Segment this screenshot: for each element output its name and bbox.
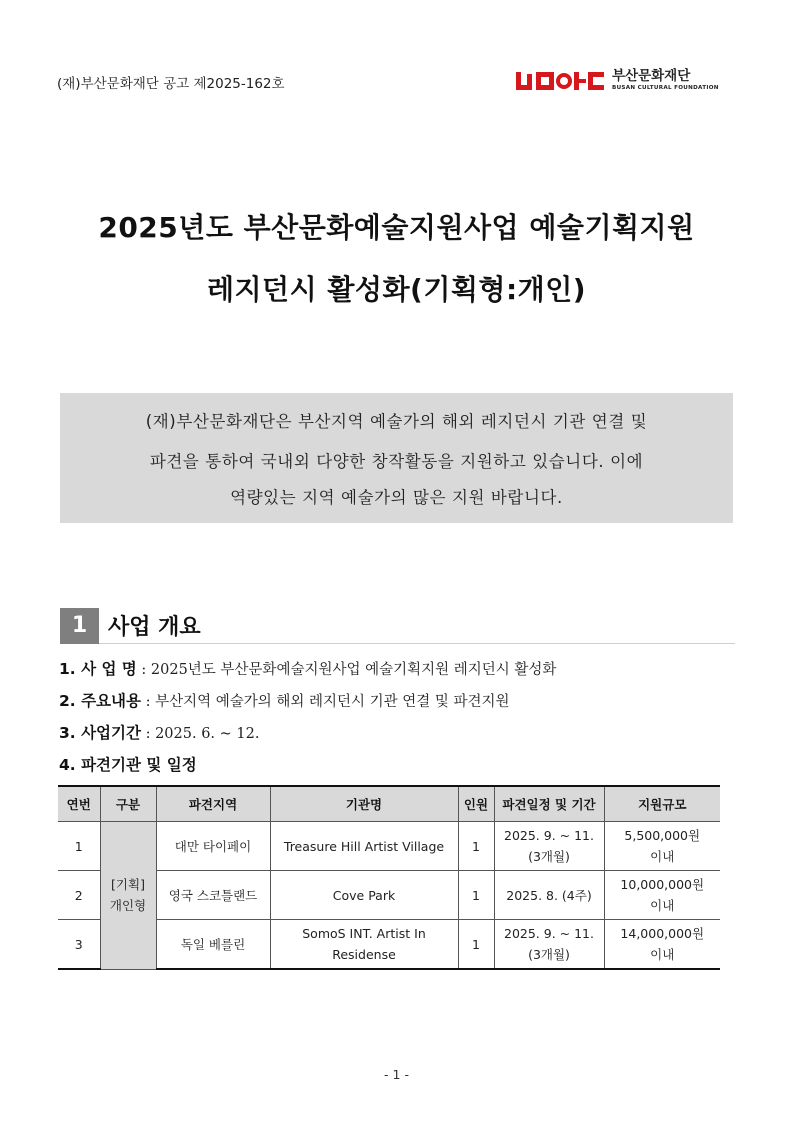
overview-item-main-content (59, 689, 510, 711)
col-header-people: 인원 (458, 786, 494, 822)
schedule-line: 2025. 9. ~ 11. (504, 828, 594, 843)
amount-line: 5,500,000원 (624, 828, 701, 843)
schedule-line: (3개월) (528, 947, 570, 962)
org-line: Cove Park (332, 887, 396, 903)
item-label: 1. 사 업 명 (59, 660, 137, 678)
org-line: Treasure Hill Artist Village (283, 838, 445, 854)
notice-number: (재)부산문화재단 공고 제2025-162호 (57, 76, 285, 92)
item-separator: : (140, 694, 156, 710)
org-line: SomoS INT. Artist In (302, 926, 426, 941)
section-number-badge: 1 (60, 608, 99, 644)
intro-line: (재)부산문화재단은 부산지역 예술가의 해외 레지던시 기관 연결 및 (145, 412, 648, 431)
cell-schedule (494, 920, 604, 970)
org-line: Residense (332, 947, 396, 962)
cell-amount (604, 871, 720, 920)
item-label: 2. 주요내용 (59, 692, 141, 710)
cell-organization (270, 920, 458, 970)
table-row (58, 822, 720, 871)
overview-item-dispatch (59, 753, 197, 775)
amount-line: 이내 (650, 849, 675, 864)
cell-people: 1 (458, 920, 494, 970)
table-row (58, 871, 720, 920)
item-value: 2025년도 부산문화예술지원사업 예술기획지원 레지던시 활성화 (150, 662, 557, 678)
col-header-region: 파견지역 (156, 786, 270, 822)
cell-organization (270, 871, 458, 920)
item-value: 2025. 6. ~ 12. (155, 726, 260, 742)
col-header-schedule: 파견일정 및 기간 (494, 786, 604, 822)
intro-line: 역량있는 지역 예술가의 많은 지원 바랍니다. (230, 488, 563, 507)
dispatch-schedule-table (58, 785, 720, 970)
logo-text-korean: 부산문화재단 (612, 67, 691, 84)
overview-item-project-name (59, 657, 556, 679)
cell-region: 독일 베를린 (156, 920, 270, 970)
cell-organization (270, 822, 458, 871)
foundation-logo (514, 66, 719, 96)
cell-amount (604, 822, 720, 871)
logo-text (612, 67, 719, 92)
schedule-line: (3개월) (528, 849, 570, 864)
document-title-line2: 레지던시 활성화(기획형:개인) (206, 273, 587, 306)
document-title-line1: 2025년도 부산문화예술지원사업 예술기획지원 (98, 211, 695, 244)
cell-no: 3 (58, 920, 100, 970)
item-separator: : (136, 662, 151, 678)
cell-schedule (494, 822, 604, 871)
table-row (58, 920, 720, 970)
item-separator: : (140, 726, 156, 742)
cell-region: 대만 타이페이 (156, 822, 270, 871)
amount-line: 10,000,000원 (620, 877, 705, 892)
col-header-organization: 기관명 (270, 786, 458, 822)
col-header-no: 연번 (58, 786, 100, 822)
schedule-line: 2025. 9. ~ 11. (504, 926, 594, 941)
busan-logo-mark-icon (514, 66, 606, 96)
overview-item-period (59, 721, 259, 743)
cell-amount (604, 920, 720, 970)
cell-people: 1 (458, 871, 494, 920)
logo-text-english: BUSAN CULTURAL FOUNDATION (612, 85, 719, 92)
schedule-line: 2025. 8. (4주) (506, 887, 592, 903)
category-line: [기획] (111, 877, 145, 893)
item-label: 3. 사업기간 (59, 724, 141, 742)
category-line: 개인형 (109, 898, 147, 914)
table-header-row (58, 786, 720, 822)
intro-line: 파견을 통하여 국내외 다양한 창작활동을 지원하고 있습니다. 이에 (149, 452, 644, 471)
intro-box (60, 393, 733, 523)
cell-region: 영국 스코틀랜드 (156, 871, 270, 920)
amount-line: 이내 (650, 898, 675, 913)
section-divider (99, 643, 735, 644)
section-title: 사업 개요 (108, 615, 201, 640)
cell-no: 1 (58, 822, 100, 871)
page-number: - 1 - (384, 1067, 409, 1082)
cell-no: 2 (58, 871, 100, 920)
cell-category (100, 822, 156, 970)
amount-line: 14,000,000원 (620, 926, 705, 941)
col-header-amount: 지원규모 (604, 786, 720, 822)
amount-line: 이내 (650, 947, 675, 962)
cell-schedule (494, 871, 604, 920)
cell-people: 1 (458, 822, 494, 871)
col-header-category: 구분 (100, 786, 156, 822)
item-value: 부산지역 예술가의 해외 레지던시 기관 연결 및 파견지원 (155, 694, 510, 710)
item-label: 4. 파견기관 및 일정 (59, 756, 197, 774)
